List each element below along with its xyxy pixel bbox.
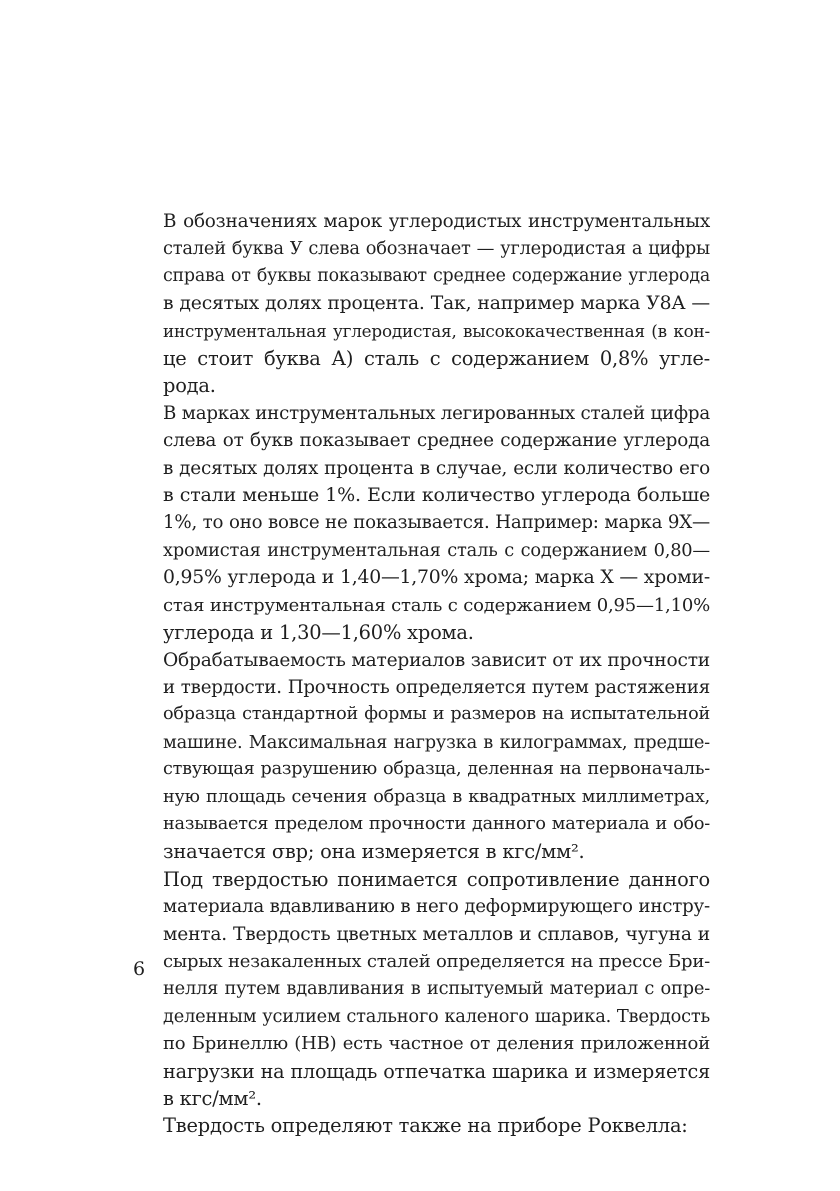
paragraph-steel-designations [133,208,710,400]
text-line: сырых незакаленных сталей определяется на прессе Бри- [163,950,710,972]
text-line: слева от букв показывает среднее содержание углерода [163,430,710,452]
page-number: 6 [133,958,146,980]
text-line: стая инструментальная сталь с содержанием 0,95—1,10% [163,594,710,616]
text-line: значается σвр; она измеряется в кгс/мм². [163,840,585,864]
text-line: мента. Твердость цветных металлов и сплавов, чугуна и [163,923,710,945]
paragraph-rockwell [133,1112,710,1139]
page-body [133,208,710,1140]
text-line: рода. [163,374,216,398]
text-line: в кгс/мм². [163,1087,262,1110]
text-line: ную площадь сечения образца в квадратных миллиметрах, [163,786,710,807]
text-line: образца стандартной формы и размеров на испытательной [163,704,710,725]
text-line: в десятых долях процента. Так, например марка У8А — [163,293,710,315]
text-line: называется пределом прочности данного материала и обо- [163,813,710,834]
text-line: в стали меньше 1%. Если количество углерода больше [163,484,710,507]
text-line: В марках инструментальных легированных сталей цифра [163,402,710,424]
text-line: ствующая разрушению образца, деленная на первоначаль- [163,759,710,780]
text-line: хромистая инструментальная сталь с содержанием 0,80— [163,539,710,561]
text-line: справа от буквы показывают среднее содержание углерода [163,265,710,286]
text-line: нелля путем вдавливания в испытуемый материал с опре- [163,978,710,1000]
text-line: Под твердостью понимается сопротивление данного [163,867,710,891]
text-line: углерода и 1,30—1,60% хрома. [163,621,474,645]
text-line: нагрузки на площадь отпечатка шарика и измеряется [163,1059,710,1083]
text-line: Обрабатываемость материалов зависит от их прочности [163,649,710,671]
paragraph-machinability [133,647,710,866]
text-line: по Бринеллю (НВ) есть частное от деления приложенной [163,1033,710,1055]
text-line: 0,95% углерода и 1,40—1,70% хрома; марка Х — хроми- [163,567,710,589]
paragraph-alloy-steels [133,400,710,647]
text-line: и твердости. Прочность определяется путем растяжения [163,676,710,698]
paragraph-hardness [133,866,710,1113]
text-line: В обозначениях марок углеродистых инструментальных [163,211,710,232]
text-line: 1%, то оно вовсе не показывается. Например: марка 9Х— [163,512,710,534]
text-line: Твердость определяют также на приборе Роквелла: [163,1114,688,1138]
text-line: в десятых долях процента в случае, если количество его [163,457,710,479]
text-line: машине. Максимальная нагрузка в килограммах, предше- [163,731,710,753]
text-line: материала вдавливанию в него деформирующего инстру- [163,896,710,918]
text-line: деленным усилием стального каленого шарика. Твердость [163,1005,710,1027]
text-line: це стоит буква А) сталь с содержанием 0,8% угле- [163,347,710,371]
text-line: инструментальная углеродистая, высококачественная (в кон- [163,320,710,341]
text-line: сталей буква У слева обозначает — углеродистая а цифры [163,238,710,260]
